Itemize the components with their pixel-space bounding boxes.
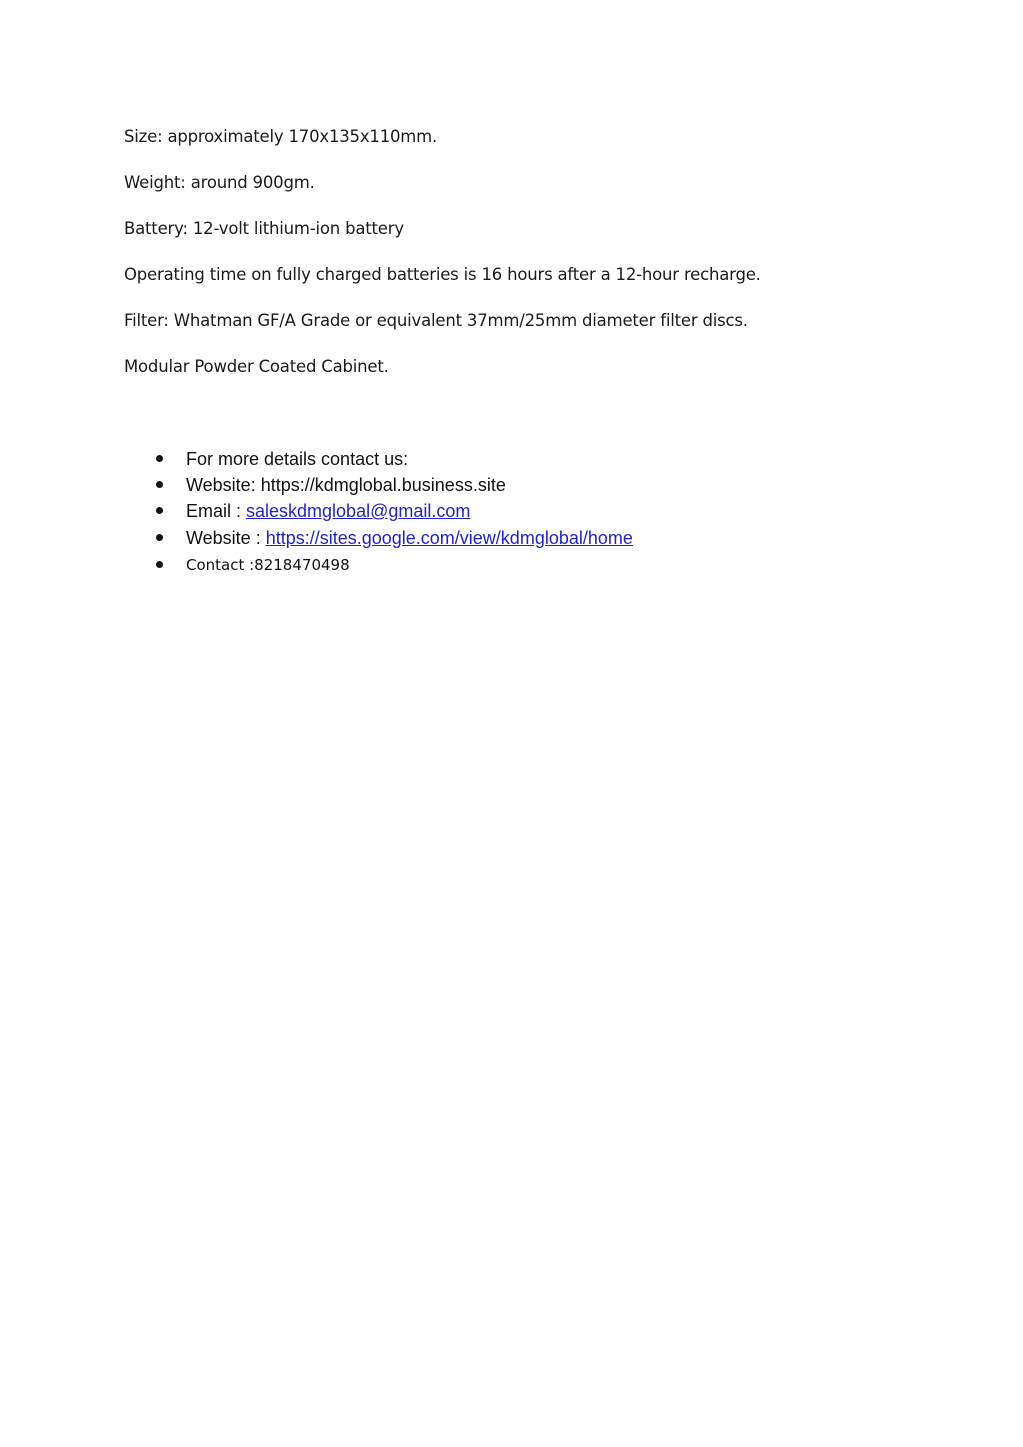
- bullet-icon: [156, 561, 163, 568]
- spec-cabinet: Modular Powder Coated Cabinet.: [124, 357, 389, 376]
- contact-intro: For more details contact us:: [186, 449, 409, 469]
- website-google-label: Website :: [186, 528, 266, 548]
- bullet-icon: [156, 534, 163, 541]
- spec-operating-time: Operating time on fully charged batteries is 16 hours after a 12-hour recharge.: [124, 265, 761, 284]
- spec-battery: Battery: 12-volt lithium-ion battery: [124, 219, 404, 238]
- email-line: [186, 499, 470, 523]
- spec-filter: Filter: Whatman GF/A Grade or equivalent 37mm/25mm diameter filter discs.: [124, 311, 748, 330]
- bullet-icon: [156, 507, 163, 514]
- email-link[interactable]: saleskdmglobal@gmail.com: [246, 501, 471, 521]
- email-label: Email :: [186, 501, 247, 521]
- spec-weight: Weight: around 900gm.: [124, 173, 315, 192]
- website-google-link[interactable]: https://sites.google.com/view/kdmglobal/home: [265, 528, 633, 548]
- bullet-icon: [156, 455, 163, 462]
- website-business-text: Website: https://kdmglobal.business.site: [186, 475, 506, 495]
- contact-phone: Contact :8218470498: [186, 556, 350, 574]
- bullet-icon: [156, 481, 163, 488]
- website-google-line: [186, 526, 633, 550]
- spec-size: Size: approximately 170x135x110mm.: [124, 127, 438, 146]
